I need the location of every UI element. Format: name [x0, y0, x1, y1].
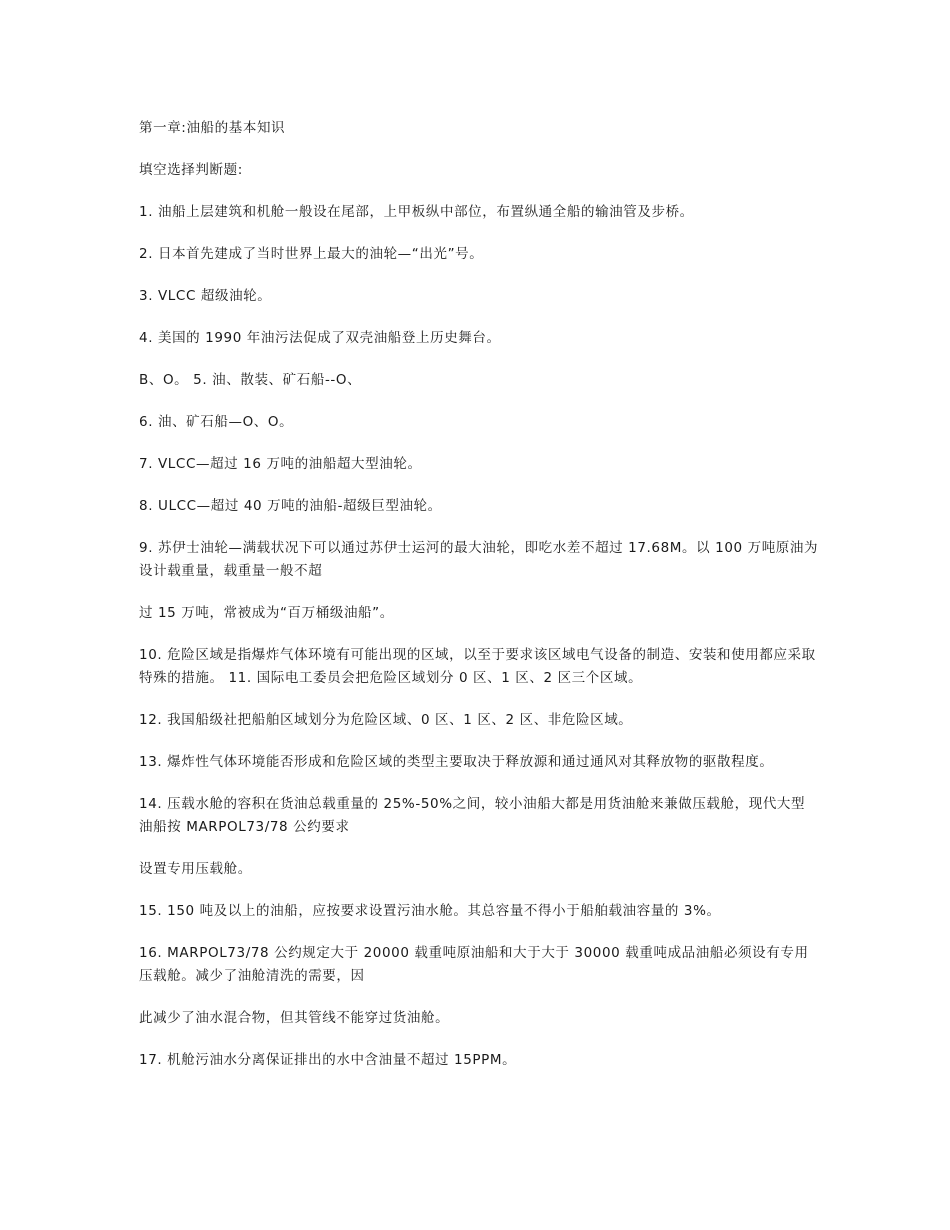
paragraph-8: 8. ULCC—超过 40 万吨的油船-超级巨型油轮。: [139, 498, 442, 514]
paragraph-1: 1. 油船上层建筑和机舱一般设在尾部，上甲板纵中部位，布置纵通全船的输油管及步桥。: [139, 204, 694, 220]
paragraph-13: 13. 爆炸性气体环境能否形成和危险区域的类型主要取决于释放源和通过通风对其释放物的驱散程度。: [139, 754, 774, 770]
paragraph-15: 15. 150 吨及以上的油船，应按要求设置污油水舱。其总容量不得小于船舶载油容量的 3%。: [139, 903, 721, 919]
paragraph-7: 7. VLCC—超过 16 万吨的油船超大型油轮。: [139, 456, 422, 472]
document-body: [139, 117, 819, 1091]
paragraph-17: 17. 机舱污油水分离保证排出的水中含油量不超过 15PPM。: [139, 1052, 517, 1068]
paragraph-5: B、O。 5. 油、散装、矿石船--O、: [139, 372, 362, 388]
paragraph-16-continued: 此减少了油水混合物，但其管线不能穿过货油舱。: [139, 1010, 450, 1026]
paragraph-4: 4. 美国的 1990 年油污法促成了双壳油船登上历史舞台。: [139, 330, 501, 346]
paragraph-14: 14. 压载水舱的容积在货油总载重量的 25%-50%之间，较小油船大都是用货油舱来兼做压载舱，现代大型油船按 MARPOL73/78 公约要求: [139, 796, 806, 835]
paragraph-9: 9. 苏伊士油轮—满载状况下可以通过苏伊士运河的最大油轮，即吃水差不超过 17.68M。以 100 万吨原油为设计载重量，载重量一般不超: [139, 540, 819, 579]
chapter-title: 第一章:油船的基本知识: [139, 120, 286, 136]
paragraph-3: 3. VLCC 超级油轮。: [139, 288, 272, 304]
paragraph-6: 6. 油、矿石船—O、O。: [139, 414, 294, 430]
paragraph-2: 2. 日本首先建成了当时世界上最大的油轮—“出光”号。: [139, 246, 484, 262]
paragraph-16: 16. MARPOL73/78 公约规定大于 20000 载重吨原油船和大于大于 30000 载重吨成品油船必须设有专用压载舱。减少了油舱清洗的需要，因: [139, 945, 809, 984]
paragraph-12: 12. 我国船级社把船舶区域划分为危险区域、0 区、1 区、2 区、非危险区域。: [139, 712, 633, 728]
paragraph-14-continued: 设置专用压载舱。: [139, 861, 252, 877]
paragraph-9-continued: 过 15 万吨，常被成为“百万桶级油船”。: [139, 605, 394, 621]
paragraph-10: 10. 危险区域是指爆炸气体环境有可能出现的区域，以至于要求该区域电气设备的制造、安装和使用都应采取特殊的措施。 11. 国际电工委员会把危险区域划分 0 区、1 区、2 区三个区域。: [139, 647, 816, 686]
section-heading: 填空选择判断题:: [139, 162, 243, 178]
